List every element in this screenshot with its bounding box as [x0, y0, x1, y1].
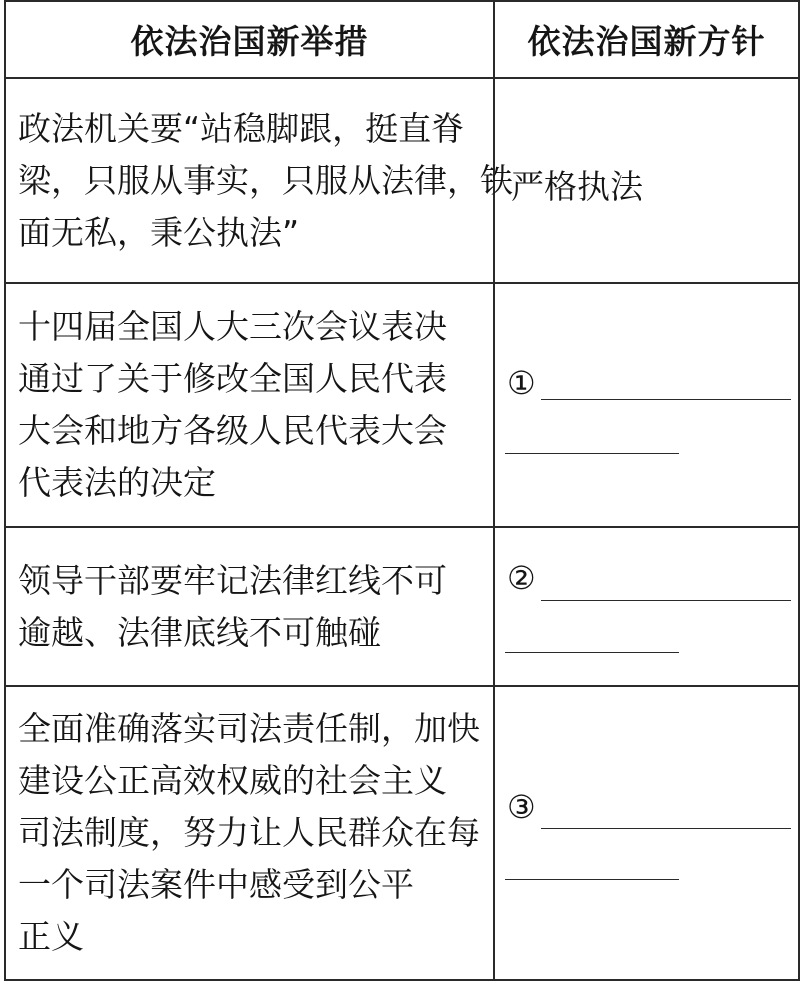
policy-cell-2: [503, 284, 795, 526]
policy-cell-1: [503, 79, 795, 282]
measure-line: 代表法的决定: [18, 463, 216, 502]
answer-marker-3: ③: [507, 788, 536, 826]
measure-line: 领导干部要牢记法律红线不可: [18, 560, 447, 600]
answer-blank: [505, 652, 679, 653]
measure-cell-2: [12, 284, 486, 526]
measure-line: 全面准确落实司法责任制，加快: [18, 709, 480, 748]
measure-line: 面无私，秉公执法”: [18, 212, 300, 252]
measure-line: 正义: [18, 917, 84, 956]
measure-cell-1: [12, 79, 513, 282]
column-divider: [493, 2, 495, 979]
measure-line: 逾越、法律底线不可触碰: [18, 612, 381, 652]
answer-blank: [505, 879, 679, 880]
policy-text: 严格执法: [511, 167, 643, 206]
header-policy: 依法治国新方针: [527, 22, 766, 61]
measure-cell-3: [12, 528, 486, 685]
answer-blank: [541, 399, 791, 400]
answer-marker-2: ②: [507, 559, 536, 597]
measure-line: 通过了关于修改全国人民代表: [18, 359, 447, 398]
answer-blank: [505, 453, 679, 454]
header-measures: 依法治国新举措: [130, 22, 369, 61]
policy-cell-4: [503, 687, 795, 979]
measure-cell-4: [12, 687, 486, 979]
measure-line: 政法机关要“站稳脚跟，挺直脊: [18, 108, 465, 148]
answer-blank: [541, 600, 791, 601]
measure-line: 司法制度，努力让人民群众在每: [18, 813, 480, 852]
measure-line: 十四届全国人大三次会议表决: [18, 307, 447, 346]
policy-cell-3: [503, 528, 795, 685]
policy-table: [4, 0, 800, 981]
measure-line: 大会和地方各级人民代表大会: [18, 411, 447, 450]
answer-marker-1: ①: [507, 364, 536, 402]
answer-blank: [541, 828, 791, 829]
measure-line: 建设公正高效权威的社会主义: [18, 761, 447, 800]
measure-line: 梁，只服从事实，只服从法律，铁: [18, 160, 513, 200]
measure-line: 一个司法案件中感受到公平: [18, 865, 414, 904]
